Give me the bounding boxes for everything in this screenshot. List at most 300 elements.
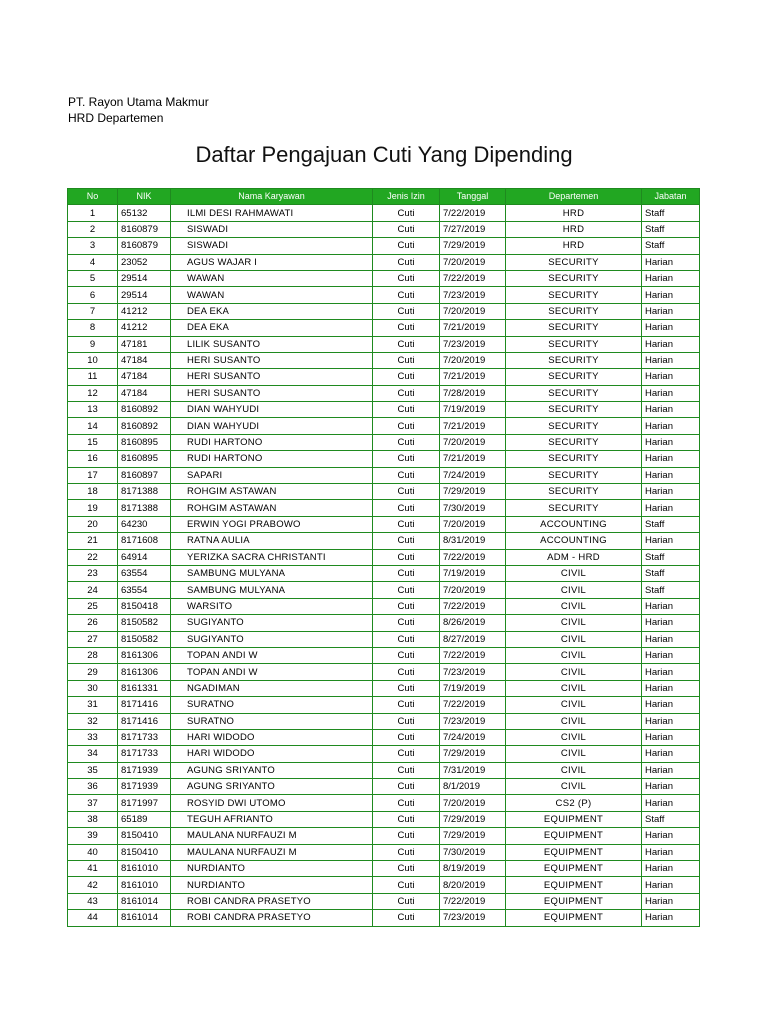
table-row bbox=[68, 320, 700, 336]
cell-tanggal: 7/23/2019 bbox=[440, 336, 506, 352]
cell-nama: ROHGIM ASTAWAN bbox=[171, 484, 373, 500]
cell-departemen: SECURITY bbox=[506, 352, 642, 368]
cell-jabatan: Harian bbox=[642, 451, 700, 467]
cell-nama: SURATNO bbox=[171, 713, 373, 729]
cell-departemen: SECURITY bbox=[506, 303, 642, 319]
table-row bbox=[68, 287, 700, 303]
cell-departemen: CIVIL bbox=[506, 582, 642, 598]
cell-jenis-izin: Cuti bbox=[373, 270, 440, 286]
cell-departemen: CIVIL bbox=[506, 713, 642, 729]
cell-nik: 65132 bbox=[118, 205, 171, 221]
cell-nama: ROBI CANDRA PRASETYO bbox=[171, 893, 373, 909]
cell-nik: 8161014 bbox=[118, 910, 171, 926]
cell-nik: 8171608 bbox=[118, 533, 171, 549]
cell-nama: YERIZKA SACRA CHRISTANTI bbox=[171, 549, 373, 565]
cell-jenis-izin: Cuti bbox=[373, 320, 440, 336]
cell-departemen: CIVIL bbox=[506, 762, 642, 778]
cell-no: 11 bbox=[68, 369, 118, 385]
cell-nama: RATNA AULIA bbox=[171, 533, 373, 549]
cell-no: 37 bbox=[68, 795, 118, 811]
table-row bbox=[68, 434, 700, 450]
cell-no: 38 bbox=[68, 811, 118, 827]
cell-jenis-izin: Cuti bbox=[373, 893, 440, 909]
cell-nama: RUDI HARTONO bbox=[171, 451, 373, 467]
page-title: Daftar Pengajuan Cuti Yang Dipending bbox=[195, 142, 573, 167]
cell-tanggal: 7/28/2019 bbox=[440, 385, 506, 401]
cell-jabatan: Harian bbox=[642, 270, 700, 286]
cell-no: 27 bbox=[68, 631, 118, 647]
cell-nik: 47184 bbox=[118, 369, 171, 385]
cell-jabatan: Harian bbox=[642, 254, 700, 270]
cell-nama: HARI WIDODO bbox=[171, 729, 373, 745]
cell-jenis-izin: Cuti bbox=[373, 647, 440, 663]
table-row bbox=[68, 467, 700, 483]
cell-jabatan: Staff bbox=[642, 238, 700, 254]
cell-departemen: EQUIPMENT bbox=[506, 910, 642, 926]
cell-jabatan: Harian bbox=[642, 680, 700, 696]
cell-nik: 8160895 bbox=[118, 434, 171, 450]
cell-departemen: ADM - HRD bbox=[506, 549, 642, 565]
cell-nama: AGUNG SRIYANTO bbox=[171, 762, 373, 778]
cell-jenis-izin: Cuti bbox=[373, 615, 440, 631]
table-row bbox=[68, 598, 700, 614]
cell-tanggal: 8/26/2019 bbox=[440, 615, 506, 631]
cell-no: 8 bbox=[68, 320, 118, 336]
cell-jabatan: Harian bbox=[642, 779, 700, 795]
table-row bbox=[68, 565, 700, 581]
cell-jabatan: Harian bbox=[642, 893, 700, 909]
cell-tanggal: 7/20/2019 bbox=[440, 516, 506, 532]
cell-jenis-izin: Cuti bbox=[373, 861, 440, 877]
table-row bbox=[68, 500, 700, 516]
cell-jabatan: Harian bbox=[642, 369, 700, 385]
table-body bbox=[68, 205, 700, 926]
cell-nik: 64914 bbox=[118, 549, 171, 565]
cell-jabatan: Harian bbox=[642, 861, 700, 877]
cell-jenis-izin: Cuti bbox=[373, 451, 440, 467]
cell-jenis-izin: Cuti bbox=[373, 484, 440, 500]
cell-jenis-izin: Cuti bbox=[373, 221, 440, 237]
cell-nik: 8160897 bbox=[118, 467, 171, 483]
cell-tanggal: 7/23/2019 bbox=[440, 910, 506, 926]
cell-jabatan: Harian bbox=[642, 402, 700, 418]
cell-jabatan: Harian bbox=[642, 615, 700, 631]
company-name: PT. Rayon Utama Makmur bbox=[68, 95, 209, 109]
cell-tanggal: 8/19/2019 bbox=[440, 861, 506, 877]
cell-jenis-izin: Cuti bbox=[373, 697, 440, 713]
cell-nama: HERI SUSANTO bbox=[171, 385, 373, 401]
cell-departemen: EQUIPMENT bbox=[506, 811, 642, 827]
cell-nik: 47181 bbox=[118, 336, 171, 352]
table-row bbox=[68, 697, 700, 713]
cell-jenis-izin: Cuti bbox=[373, 664, 440, 680]
cell-departemen: SECURITY bbox=[506, 336, 642, 352]
cell-nik: 8171733 bbox=[118, 729, 171, 745]
cell-jabatan: Harian bbox=[642, 418, 700, 434]
cell-no: 13 bbox=[68, 402, 118, 418]
cell-no: 43 bbox=[68, 893, 118, 909]
cell-nik: 8150410 bbox=[118, 844, 171, 860]
cell-tanggal: 7/29/2019 bbox=[440, 484, 506, 500]
cell-departemen: CIVIL bbox=[506, 729, 642, 745]
cell-jenis-izin: Cuti bbox=[373, 418, 440, 434]
cell-tanggal: 7/20/2019 bbox=[440, 254, 506, 270]
table-row bbox=[68, 451, 700, 467]
cell-jabatan: Staff bbox=[642, 516, 700, 532]
table-row bbox=[68, 828, 700, 844]
table-row bbox=[68, 779, 700, 795]
cell-departemen: SECURITY bbox=[506, 254, 642, 270]
cell-jenis-izin: Cuti bbox=[373, 533, 440, 549]
leave-request-table bbox=[67, 188, 700, 927]
cell-departemen: SECURITY bbox=[506, 287, 642, 303]
column-header-nama: Nama Karyawan bbox=[171, 189, 373, 205]
cell-nik: 8160892 bbox=[118, 418, 171, 434]
cell-jabatan: Staff bbox=[642, 205, 700, 221]
cell-nik: 29514 bbox=[118, 270, 171, 286]
cell-departemen: SECURITY bbox=[506, 434, 642, 450]
cell-jenis-izin: Cuti bbox=[373, 779, 440, 795]
cell-no: 34 bbox=[68, 746, 118, 762]
cell-jabatan: Harian bbox=[642, 320, 700, 336]
cell-jabatan: Harian bbox=[642, 713, 700, 729]
cell-nama: TOPAN ANDI W bbox=[171, 647, 373, 663]
table-row bbox=[68, 811, 700, 827]
cell-nama: AGUS WAJAR I bbox=[171, 254, 373, 270]
cell-tanggal: 7/20/2019 bbox=[440, 303, 506, 319]
cell-jenis-izin: Cuti bbox=[373, 746, 440, 762]
table-row bbox=[68, 484, 700, 500]
cell-tanggal: 7/24/2019 bbox=[440, 729, 506, 745]
cell-tanggal: 7/22/2019 bbox=[440, 893, 506, 909]
table-row bbox=[68, 270, 700, 286]
cell-nik: 8161010 bbox=[118, 877, 171, 893]
cell-nama: NGADIMAN bbox=[171, 680, 373, 696]
cell-tanggal: 7/21/2019 bbox=[440, 369, 506, 385]
cell-jenis-izin: Cuti bbox=[373, 828, 440, 844]
cell-nama: WARSITO bbox=[171, 598, 373, 614]
cell-no: 4 bbox=[68, 254, 118, 270]
cell-tanggal: 7/19/2019 bbox=[440, 565, 506, 581]
cell-tanggal: 7/20/2019 bbox=[440, 352, 506, 368]
cell-nik: 64230 bbox=[118, 516, 171, 532]
cell-nama: DIAN WAHYUDI bbox=[171, 418, 373, 434]
cell-jabatan: Harian bbox=[642, 352, 700, 368]
company-header bbox=[68, 94, 209, 126]
cell-tanggal: 7/30/2019 bbox=[440, 500, 506, 516]
cell-tanggal: 7/30/2019 bbox=[440, 844, 506, 860]
cell-jenis-izin: Cuti bbox=[373, 713, 440, 729]
cell-nik: 8171939 bbox=[118, 762, 171, 778]
cell-jabatan: Staff bbox=[642, 221, 700, 237]
cell-tanggal: 7/22/2019 bbox=[440, 598, 506, 614]
cell-departemen: CIVIL bbox=[506, 565, 642, 581]
cell-jabatan: Harian bbox=[642, 746, 700, 762]
cell-jenis-izin: Cuti bbox=[373, 598, 440, 614]
cell-nik: 8171416 bbox=[118, 713, 171, 729]
cell-departemen: CIVIL bbox=[506, 647, 642, 663]
cell-tanggal: 7/20/2019 bbox=[440, 582, 506, 598]
cell-tanggal: 8/31/2019 bbox=[440, 533, 506, 549]
cell-tanggal: 7/19/2019 bbox=[440, 402, 506, 418]
cell-nama: MAULANA NURFAUZI M bbox=[171, 828, 373, 844]
cell-no: 15 bbox=[68, 434, 118, 450]
cell-tanggal: 7/29/2019 bbox=[440, 238, 506, 254]
cell-no: 3 bbox=[68, 238, 118, 254]
cell-nama: SISWADI bbox=[171, 238, 373, 254]
table-row bbox=[68, 664, 700, 680]
table-row bbox=[68, 549, 700, 565]
table-row bbox=[68, 221, 700, 237]
cell-jenis-izin: Cuti bbox=[373, 287, 440, 303]
cell-nama: HERI SUSANTO bbox=[171, 352, 373, 368]
cell-departemen: SECURITY bbox=[506, 467, 642, 483]
cell-nama: SAPARI bbox=[171, 467, 373, 483]
cell-jenis-izin: Cuti bbox=[373, 811, 440, 827]
cell-tanggal: 7/29/2019 bbox=[440, 828, 506, 844]
table-row bbox=[68, 369, 700, 385]
cell-tanggal: 7/31/2019 bbox=[440, 762, 506, 778]
table-row bbox=[68, 844, 700, 860]
cell-jabatan: Harian bbox=[642, 910, 700, 926]
cell-nik: 8160879 bbox=[118, 238, 171, 254]
cell-no: 44 bbox=[68, 910, 118, 926]
cell-nik: 23052 bbox=[118, 254, 171, 270]
cell-nama: DEA EKA bbox=[171, 320, 373, 336]
cell-jabatan: Harian bbox=[642, 467, 700, 483]
cell-departemen: SECURITY bbox=[506, 320, 642, 336]
cell-nik: 41212 bbox=[118, 303, 171, 319]
cell-no: 5 bbox=[68, 270, 118, 286]
table-row bbox=[68, 713, 700, 729]
cell-tanggal: 7/20/2019 bbox=[440, 795, 506, 811]
cell-tanggal: 8/20/2019 bbox=[440, 877, 506, 893]
cell-tanggal: 7/21/2019 bbox=[440, 320, 506, 336]
cell-departemen: HRD bbox=[506, 221, 642, 237]
cell-nik: 8160879 bbox=[118, 221, 171, 237]
cell-jabatan: Harian bbox=[642, 795, 700, 811]
cell-jabatan: Harian bbox=[642, 762, 700, 778]
cell-departemen: SECURITY bbox=[506, 451, 642, 467]
cell-nik: 8150582 bbox=[118, 631, 171, 647]
cell-tanggal: 7/23/2019 bbox=[440, 664, 506, 680]
table-row bbox=[68, 402, 700, 418]
cell-no: 10 bbox=[68, 352, 118, 368]
cell-nik: 63554 bbox=[118, 582, 171, 598]
cell-tanggal: 7/22/2019 bbox=[440, 270, 506, 286]
cell-departemen: CIVIL bbox=[506, 697, 642, 713]
cell-nik: 8160892 bbox=[118, 402, 171, 418]
cell-jenis-izin: Cuti bbox=[373, 582, 440, 598]
cell-no: 31 bbox=[68, 697, 118, 713]
cell-nama: SAMBUNG MULYANA bbox=[171, 582, 373, 598]
cell-departemen: CIVIL bbox=[506, 779, 642, 795]
table-row bbox=[68, 729, 700, 745]
cell-jenis-izin: Cuti bbox=[373, 467, 440, 483]
cell-no: 24 bbox=[68, 582, 118, 598]
cell-departemen: SECURITY bbox=[506, 484, 642, 500]
cell-no: 9 bbox=[68, 336, 118, 352]
cell-nama: ROBI CANDRA PRASETYO bbox=[171, 910, 373, 926]
cell-nik: 47184 bbox=[118, 352, 171, 368]
table-row bbox=[68, 352, 700, 368]
table-row bbox=[68, 795, 700, 811]
cell-jenis-izin: Cuti bbox=[373, 369, 440, 385]
column-header-tanggal: Tanggal bbox=[440, 189, 506, 205]
cell-departemen: SECURITY bbox=[506, 402, 642, 418]
cell-jabatan: Harian bbox=[642, 336, 700, 352]
cell-tanggal: 7/22/2019 bbox=[440, 647, 506, 663]
cell-departemen: CIVIL bbox=[506, 598, 642, 614]
cell-nama: HARI WIDODO bbox=[171, 746, 373, 762]
cell-tanggal: 7/19/2019 bbox=[440, 680, 506, 696]
cell-nama: LILIK SUSANTO bbox=[171, 336, 373, 352]
cell-nama: NURDIANTO bbox=[171, 877, 373, 893]
cell-nik: 8171939 bbox=[118, 779, 171, 795]
cell-nik: 8161010 bbox=[118, 861, 171, 877]
cell-jabatan: Harian bbox=[642, 697, 700, 713]
cell-nama: SISWADI bbox=[171, 221, 373, 237]
cell-nik: 29514 bbox=[118, 287, 171, 303]
cell-nama: DIAN WAHYUDI bbox=[171, 402, 373, 418]
table-row bbox=[68, 385, 700, 401]
cell-no: 6 bbox=[68, 287, 118, 303]
cell-nik: 65189 bbox=[118, 811, 171, 827]
cell-nama: ROSYID DWI UTOMO bbox=[171, 795, 373, 811]
cell-no: 40 bbox=[68, 844, 118, 860]
cell-jabatan: Harian bbox=[642, 533, 700, 549]
cell-nik: 8161306 bbox=[118, 664, 171, 680]
cell-nama: ILMI DESI RAHMAWATI bbox=[171, 205, 373, 221]
cell-no: 29 bbox=[68, 664, 118, 680]
cell-jabatan: Harian bbox=[642, 877, 700, 893]
column-header-nik: NIK bbox=[118, 189, 171, 205]
cell-jenis-izin: Cuti bbox=[373, 877, 440, 893]
cell-no: 36 bbox=[68, 779, 118, 795]
cell-jenis-izin: Cuti bbox=[373, 844, 440, 860]
cell-nama: ERWIN YOGI PRABOWO bbox=[171, 516, 373, 532]
cell-jenis-izin: Cuti bbox=[373, 238, 440, 254]
cell-jabatan: Harian bbox=[642, 828, 700, 844]
cell-nik: 8171416 bbox=[118, 697, 171, 713]
cell-departemen: CIVIL bbox=[506, 746, 642, 762]
cell-no: 16 bbox=[68, 451, 118, 467]
table-row bbox=[68, 893, 700, 909]
cell-departemen: SECURITY bbox=[506, 418, 642, 434]
cell-no: 17 bbox=[68, 467, 118, 483]
cell-no: 35 bbox=[68, 762, 118, 778]
cell-no: 42 bbox=[68, 877, 118, 893]
cell-jabatan: Harian bbox=[642, 844, 700, 860]
cell-nama: SAMBUNG MULYANA bbox=[171, 565, 373, 581]
cell-nik: 8171997 bbox=[118, 795, 171, 811]
cell-jabatan: Harian bbox=[642, 664, 700, 680]
cell-tanggal: 7/20/2019 bbox=[440, 434, 506, 450]
cell-jabatan: Staff bbox=[642, 582, 700, 598]
cell-no: 1 bbox=[68, 205, 118, 221]
cell-departemen: HRD bbox=[506, 205, 642, 221]
cell-jenis-izin: Cuti bbox=[373, 729, 440, 745]
table-row bbox=[68, 877, 700, 893]
cell-no: 39 bbox=[68, 828, 118, 844]
table-row bbox=[68, 254, 700, 270]
table-row bbox=[68, 336, 700, 352]
cell-tanggal: 7/21/2019 bbox=[440, 451, 506, 467]
cell-jenis-izin: Cuti bbox=[373, 795, 440, 811]
cell-jenis-izin: Cuti bbox=[373, 336, 440, 352]
cell-departemen: EQUIPMENT bbox=[506, 844, 642, 860]
table-row bbox=[68, 205, 700, 221]
cell-departemen: EQUIPMENT bbox=[506, 877, 642, 893]
cell-departemen: EQUIPMENT bbox=[506, 861, 642, 877]
cell-no: 32 bbox=[68, 713, 118, 729]
table-row bbox=[68, 910, 700, 926]
cell-departemen: CIVIL bbox=[506, 680, 642, 696]
table-row bbox=[68, 418, 700, 434]
table-row bbox=[68, 303, 700, 319]
cell-jenis-izin: Cuti bbox=[373, 402, 440, 418]
cell-departemen: EQUIPMENT bbox=[506, 893, 642, 909]
cell-nik: 8171733 bbox=[118, 746, 171, 762]
table-row bbox=[68, 762, 700, 778]
table-row bbox=[68, 746, 700, 762]
table-row bbox=[68, 238, 700, 254]
cell-no: 26 bbox=[68, 615, 118, 631]
cell-departemen: EQUIPMENT bbox=[506, 828, 642, 844]
cell-departemen: CIVIL bbox=[506, 664, 642, 680]
cell-jabatan: Harian bbox=[642, 303, 700, 319]
cell-jenis-izin: Cuti bbox=[373, 434, 440, 450]
cell-jenis-izin: Cuti bbox=[373, 500, 440, 516]
cell-tanggal: 7/22/2019 bbox=[440, 205, 506, 221]
cell-nama: DEA EKA bbox=[171, 303, 373, 319]
cell-departemen: CIVIL bbox=[506, 631, 642, 647]
cell-no: 22 bbox=[68, 549, 118, 565]
table-row bbox=[68, 516, 700, 532]
cell-nama: TEGUH AFRIANTO bbox=[171, 811, 373, 827]
column-header-jabatan: Jabatan bbox=[642, 189, 700, 205]
cell-tanggal: 7/29/2019 bbox=[440, 811, 506, 827]
table-row bbox=[68, 680, 700, 696]
cell-jenis-izin: Cuti bbox=[373, 565, 440, 581]
cell-jenis-izin: Cuti bbox=[373, 352, 440, 368]
cell-nik: 8161331 bbox=[118, 680, 171, 696]
cell-no: 12 bbox=[68, 385, 118, 401]
cell-tanggal: 7/22/2019 bbox=[440, 549, 506, 565]
table-row bbox=[68, 647, 700, 663]
cell-departemen: SECURITY bbox=[506, 385, 642, 401]
column-header-departemen: Departemen bbox=[506, 189, 642, 205]
column-header-jenis-izin: Jenis Izin bbox=[373, 189, 440, 205]
cell-no: 25 bbox=[68, 598, 118, 614]
cell-no: 28 bbox=[68, 647, 118, 663]
column-header-no: No bbox=[68, 189, 118, 205]
cell-nama: AGUNG SRIYANTO bbox=[171, 779, 373, 795]
cell-jabatan: Harian bbox=[642, 484, 700, 500]
cell-jabatan: Harian bbox=[642, 598, 700, 614]
cell-nama: SUGIYANTO bbox=[171, 615, 373, 631]
cell-tanggal: 7/29/2019 bbox=[440, 746, 506, 762]
cell-no: 14 bbox=[68, 418, 118, 434]
cell-nama: ROHGIM ASTAWAN bbox=[171, 500, 373, 516]
cell-nik: 47184 bbox=[118, 385, 171, 401]
cell-nik: 8150418 bbox=[118, 598, 171, 614]
cell-no: 18 bbox=[68, 484, 118, 500]
cell-jenis-izin: Cuti bbox=[373, 680, 440, 696]
cell-nama: TOPAN ANDI W bbox=[171, 664, 373, 680]
cell-jabatan: Harian bbox=[642, 434, 700, 450]
cell-nama: WAWAN bbox=[171, 287, 373, 303]
